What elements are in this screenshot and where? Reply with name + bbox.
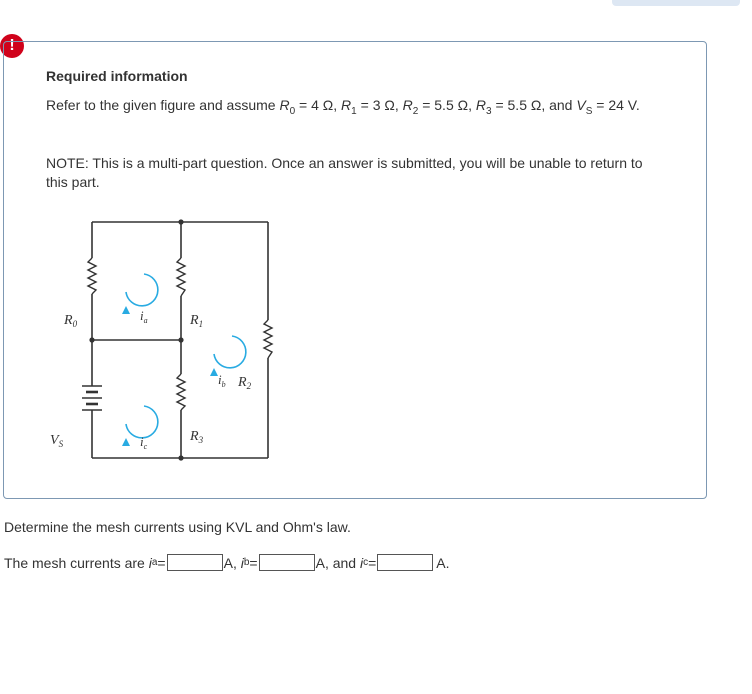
param-sub: 0 [289, 105, 296, 117]
circuit-figure [42, 212, 282, 462]
answer-row [4, 554, 450, 571]
ib-symbol: i [240, 554, 244, 571]
ic-label: $i_c$ [140, 434, 148, 451]
info-body [46, 95, 666, 122]
param-sub: 3 [486, 105, 492, 117]
param-value: = 5.5 Ω, and [491, 97, 577, 113]
ic-symbol: i [359, 554, 364, 571]
param-symbol: V [576, 97, 586, 113]
param-symbol: R [341, 97, 352, 113]
ic-arrowhead [122, 438, 130, 446]
r1-resistor [177, 258, 185, 296]
param-symbol: R [402, 97, 413, 113]
vs-label: $V_S$ [50, 433, 64, 449]
ib-current-arrow [214, 336, 246, 368]
r1-label: $R_1$ [190, 313, 204, 329]
ia-answer-input[interactable] [167, 554, 223, 571]
equals-sign: = [249, 554, 258, 571]
param-sub: 1 [351, 105, 357, 117]
r2-label: $R_2$ [238, 375, 252, 391]
param-value: = 3 Ω, [356, 97, 403, 113]
ia-sub: a [151, 557, 158, 568]
answer-sep-1: A, [223, 554, 241, 571]
junction-dot [89, 337, 94, 342]
ic-sub: c [363, 557, 369, 568]
r3-resistor [177, 374, 185, 410]
vs-battery [82, 386, 102, 410]
ic-answer-input[interactable] [377, 554, 433, 571]
param-sub: S [585, 105, 593, 117]
ib-arrowhead [210, 368, 218, 376]
info-intro: Refer to the given figure and assume [46, 97, 280, 113]
ia-label: $i_a$ [140, 308, 148, 325]
param-symbol: R [475, 97, 486, 113]
answer-sep-2: A, and [315, 554, 360, 571]
ib-sub: b [243, 557, 250, 568]
param-sub: 2 [412, 105, 419, 117]
ia-arrowhead [122, 306, 130, 314]
info-note: NOTE: This is a multi-part question. Once an answer is submitted, you will be unable to return to this part. [46, 155, 643, 190]
info-title: Required information [46, 68, 188, 84]
r3-label: $R_3$ [190, 429, 204, 445]
ib-answer-input[interactable] [259, 554, 315, 571]
answer-suffix: A. [436, 554, 450, 571]
required-info-box [3, 41, 707, 499]
param-value: = 24 V. [592, 97, 640, 113]
ia-current-arrow [126, 274, 158, 306]
alert-icon: ! [0, 34, 24, 58]
param-value: = 5.5 Ω, [418, 97, 476, 113]
top-tab [612, 0, 740, 6]
equals-sign: = [368, 554, 377, 571]
equals-sign: = [157, 554, 166, 571]
r0-resistor [88, 258, 96, 294]
param-value: = 4 Ω, [295, 97, 342, 113]
param-symbol: R [279, 97, 290, 113]
junction-dot [178, 337, 183, 342]
answer-prefix: The mesh currents are [4, 554, 149, 571]
r2-resistor [264, 320, 272, 358]
junction-dot [178, 455, 183, 460]
r0-label: $R_0$ [64, 313, 78, 329]
question-text: Determine the mesh currents using KVL and Ohm's law. [4, 519, 351, 535]
ia-symbol: i [148, 554, 152, 571]
junction-dot [178, 219, 183, 224]
ib-label: $i_b$ [218, 372, 226, 389]
